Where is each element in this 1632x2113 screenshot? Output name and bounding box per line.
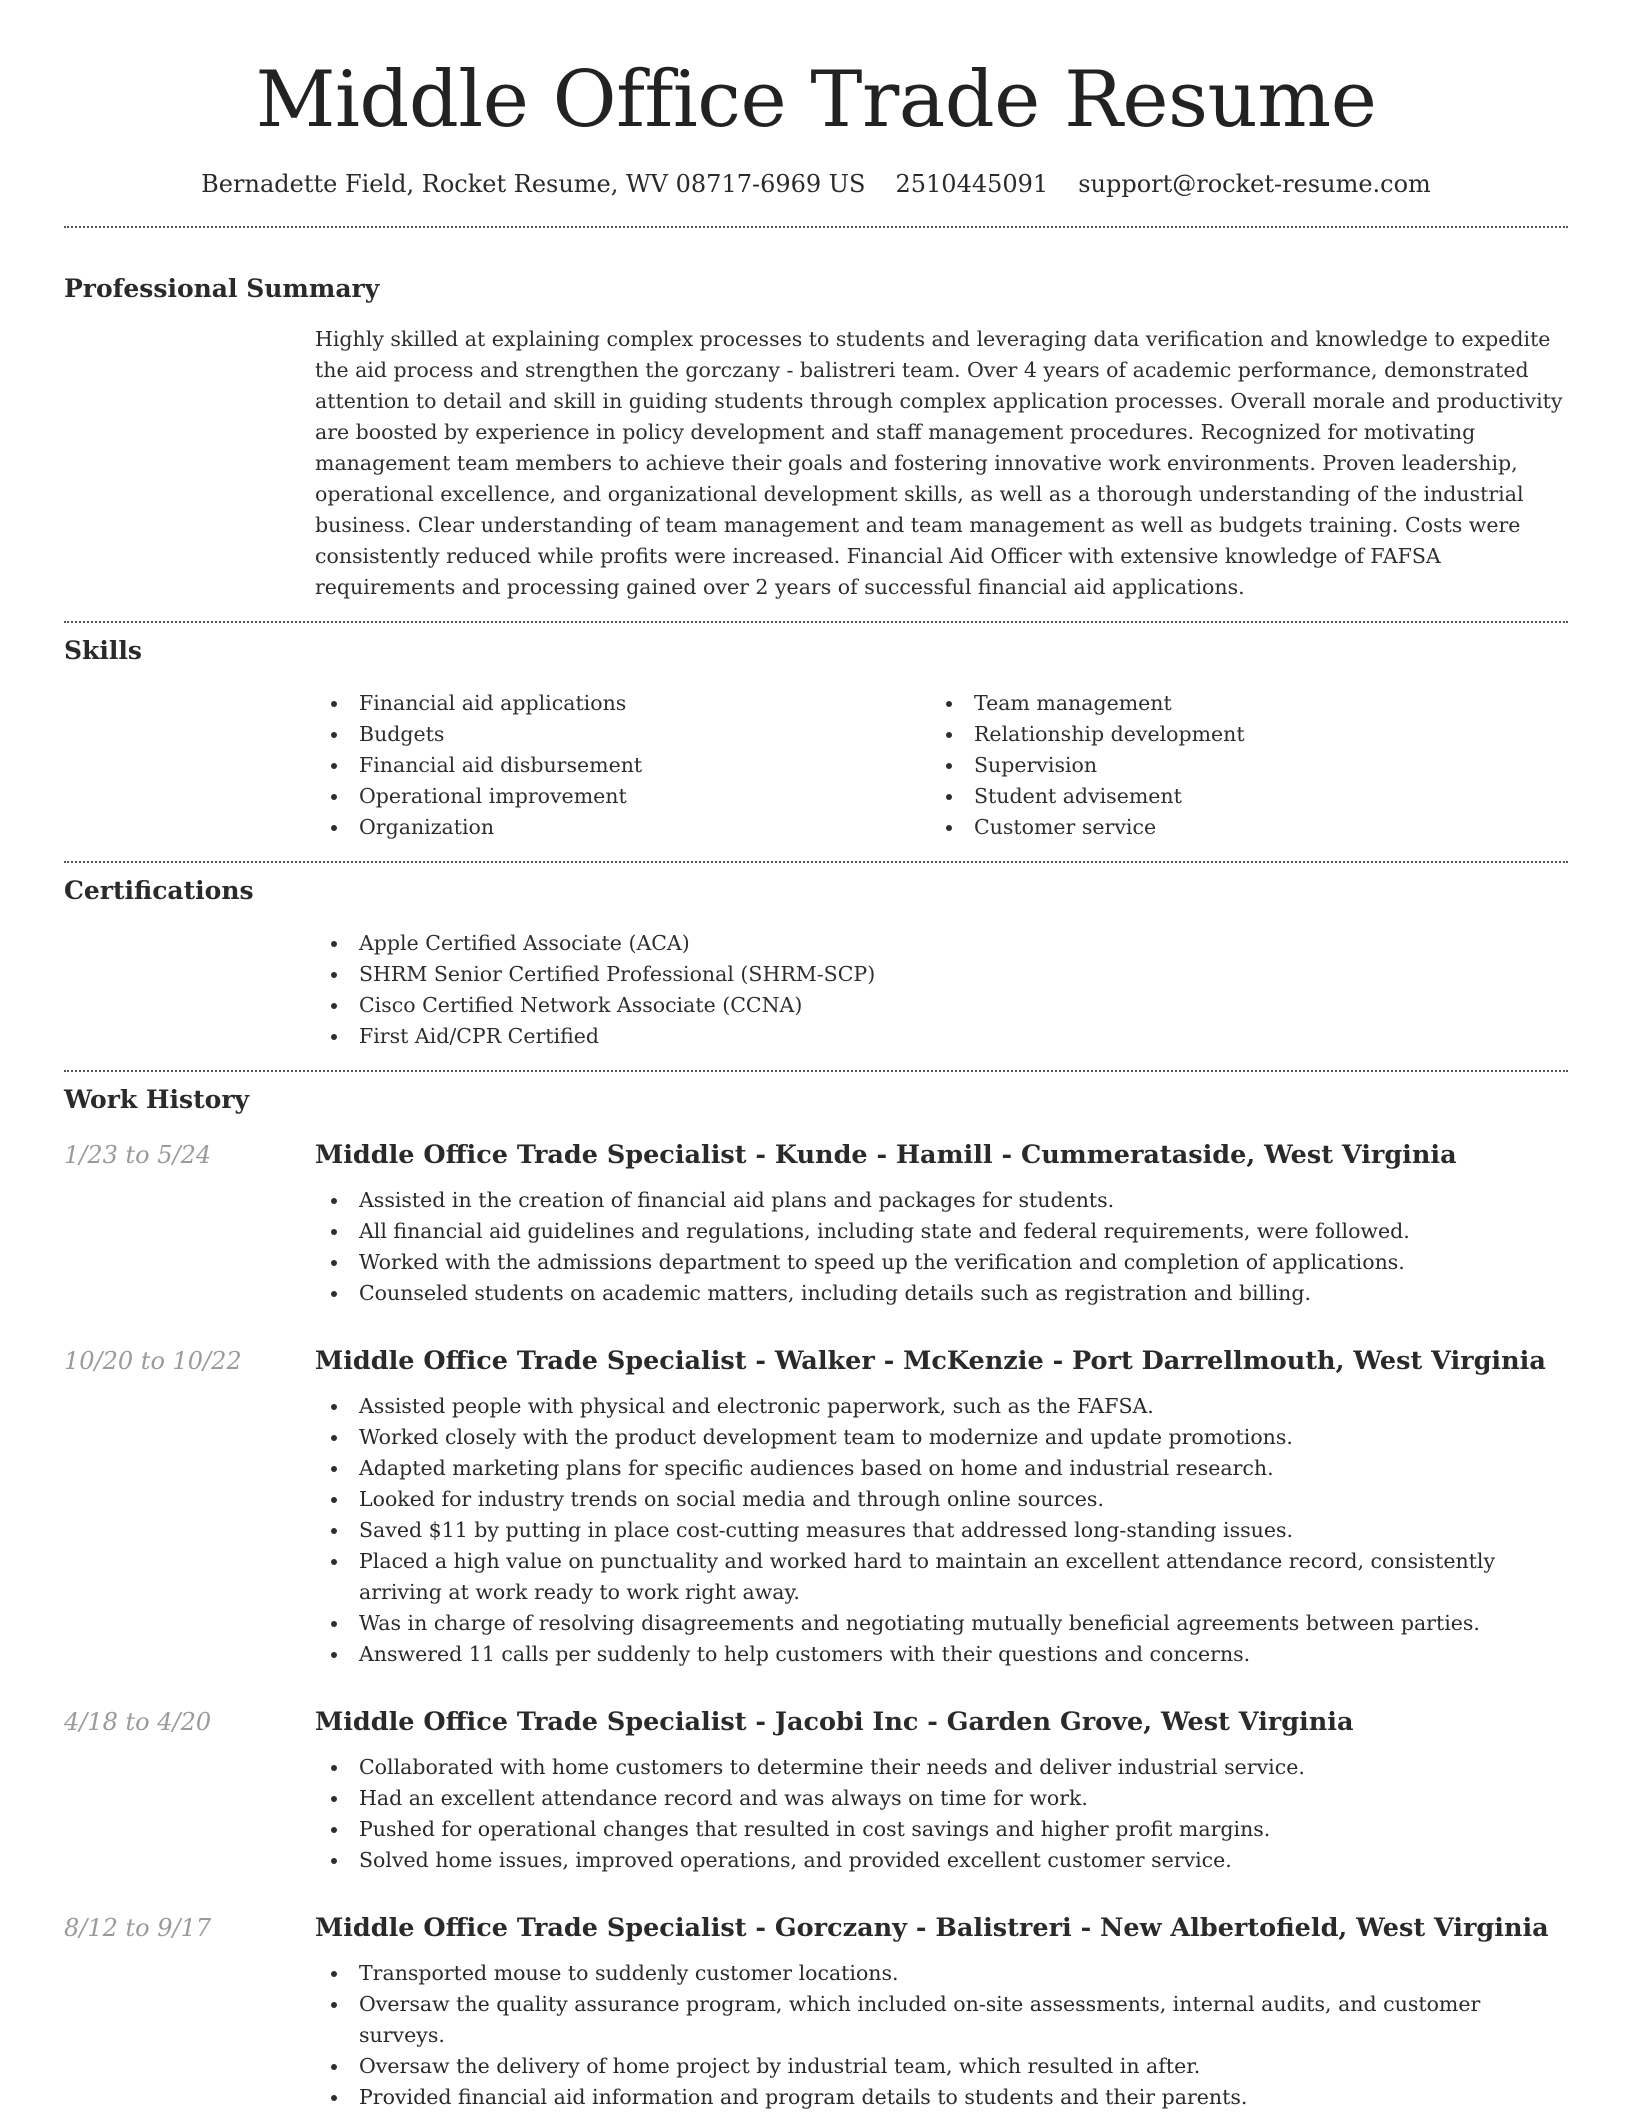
job-entry: [64, 1912, 1568, 2113]
job-title: Middle Office Trade Specialist - Jacobi Inc - Garden Grove, West Virginia: [315, 1707, 1354, 1737]
section-heading-skills: Skills: [64, 636, 142, 665]
job-bullet: Pushed for operational changes that resulted in cost savings and higher profit margins.: [315, 1814, 1568, 1845]
section-heading-certifications: Certifications: [64, 876, 254, 905]
job-bullet: Was in charge of resolving disagreements and negotiating mutually beneficial agreements between parties.: [315, 1608, 1568, 1639]
skill-item: Student advisement: [930, 781, 1530, 812]
skills-grid: [315, 688, 1568, 843]
certification-item: Cisco Certified Network Associate (CCNA): [315, 990, 1568, 1021]
work-history-section: [64, 1083, 1568, 2113]
divider: [64, 861, 1568, 863]
contact-phone: 2510445091: [895, 170, 1049, 198]
job-date: 1/23 to 5/24: [64, 1141, 212, 1169]
contact-line: [64, 168, 1568, 200]
job-bullet: Placed a high value on punctuality and worked hard to maintain an excellent attendance record, consistently arriving at work ready to work right away.: [315, 1546, 1568, 1608]
skill-item: Financial aid applications: [315, 688, 930, 719]
contact-address: Bernadette Field, Rocket Resume, WV 08717-6969 US: [201, 170, 866, 198]
job-title: Middle Office Trade Specialist - Gorczany - Balistreri - New Albertofield, West Virginia: [315, 1913, 1549, 1943]
job-bullet: Answered 11 calls per suddenly to help customers with their questions and concerns.: [315, 1639, 1568, 1670]
contact-email: support@rocket-resume.com: [1078, 170, 1431, 198]
job-bullet: Assisted people with physical and electronic paperwork, such as the FAFSA.: [315, 1391, 1568, 1422]
job-title: Middle Office Trade Specialist - Kunde - Hamill - Cummerataside, West Virginia: [315, 1140, 1457, 1170]
job-title: Middle Office Trade Specialist - Walker - McKenzie - Port Darrellmouth, West Virginia: [315, 1346, 1546, 1376]
job-bullets: [315, 1185, 1568, 1309]
section-heading-work-history: Work History: [64, 1085, 250, 1114]
resume-title: Middle Office Trade Resume: [255, 55, 1377, 145]
job-bullet: Solved home issues, improved operations, and provided excellent customer service.: [315, 1845, 1568, 1876]
certification-item: First Aid/CPR Certified: [315, 1021, 1568, 1052]
skill-item: Organization: [315, 812, 930, 843]
skill-item: Team management: [930, 688, 1530, 719]
job-bullet: Collaborated with home customers to determine their needs and deliver industrial service.: [315, 1752, 1568, 1783]
job-bullet: Worked with the admissions department to speed up the verification and completion of applications.: [315, 1247, 1568, 1278]
certification-item: SHRM Senior Certified Professional (SHRM-SCP): [315, 959, 1568, 990]
skill-item: Relationship development: [930, 719, 1530, 750]
job-entry: [64, 1345, 1568, 1670]
job-bullet: Oversaw the delivery of home project by industrial team, which resulted in after.: [315, 2051, 1568, 2082]
job-bullet: Looked for industry trends on social media and through online sources.: [315, 1484, 1568, 1515]
certifications-list: [315, 928, 1568, 1052]
job-bullet: Worked closely with the product development team to modernize and update promotions.: [315, 1422, 1568, 1453]
job-date: 8/12 to 9/17: [64, 1914, 212, 1942]
skill-item: Operational improvement: [315, 781, 930, 812]
section-heading-summary: Professional Summary: [64, 274, 380, 303]
resume-page: [64, 0, 1568, 2113]
job-bullet: Had an excellent attendance record and was always on time for work.: [315, 1783, 1568, 1814]
job-bullet: Oversaw the quality assurance program, which included on-site assessments, internal audits, and customer surveys.: [315, 1989, 1568, 2051]
job-bullet: Assisted in the creation of financial aid plans and packages for students.: [315, 1185, 1568, 1216]
divider: [64, 1070, 1568, 1072]
job-bullet: Saved $11 by putting in place cost-cutting measures that addressed long-standing issues.: [315, 1515, 1568, 1546]
skill-item: Customer service: [930, 812, 1530, 843]
summary-text: Highly skilled at explaining complex processes to students and leveraging data verification and knowledge to expedite the aid process and strengthen the gorczany - balistreri team. Over 4 years of academic performance, demonstrated attention to detail and skill in guiding students through complex application processes. Overall morale and productivity are boosted by experience in policy development and staff management procedures. Recognized for motivating management team members to achieve their goals and fostering innovative work environments. Proven leadership, operational excellence, and organizational development skills, as well as a thorough understanding of the industrial business. Clear understanding of team management and team management as well as budgets training. Costs were consistently reduced while profits were increased. Financial Aid Officer with extensive knowledge of FAFSA requirements and processing gained over 2 years of successful financial aid applications.: [315, 327, 1563, 599]
job-bullet: Provided financial aid information and program details to students and their parents.: [315, 2082, 1568, 2113]
job-bullet: All financial aid guidelines and regulations, including state and federal requirements, were followed.: [315, 1216, 1568, 1247]
skills-list-right: [930, 688, 1530, 843]
skill-item: Financial aid disbursement: [315, 750, 930, 781]
job-date: 10/20 to 10/22: [64, 1347, 242, 1375]
skills-list-left: [315, 688, 930, 843]
certifications-section: [64, 874, 1568, 1052]
skill-item: Budgets: [315, 719, 930, 750]
job-bullets: [315, 1958, 1568, 2113]
job-bullet: Adapted marketing plans for specific audiences based on home and industrial research.: [315, 1453, 1568, 1484]
job-entry: [64, 1139, 1568, 1309]
certification-item: Apple Certified Associate (ACA): [315, 928, 1568, 959]
skill-item: Supervision: [930, 750, 1530, 781]
skills-section: [64, 634, 1568, 843]
divider: [64, 226, 1568, 228]
job-bullets: [315, 1752, 1568, 1876]
divider: [64, 621, 1568, 623]
job-bullets: [315, 1391, 1568, 1670]
job-entry: [64, 1706, 1568, 1876]
job-bullet: Counseled students on academic matters, including details such as registration and billing.: [315, 1278, 1568, 1309]
job-date: 4/18 to 4/20: [64, 1708, 212, 1736]
summary-section: [64, 272, 1568, 603]
job-bullet: Transported mouse to suddenly customer locations.: [315, 1958, 1568, 1989]
